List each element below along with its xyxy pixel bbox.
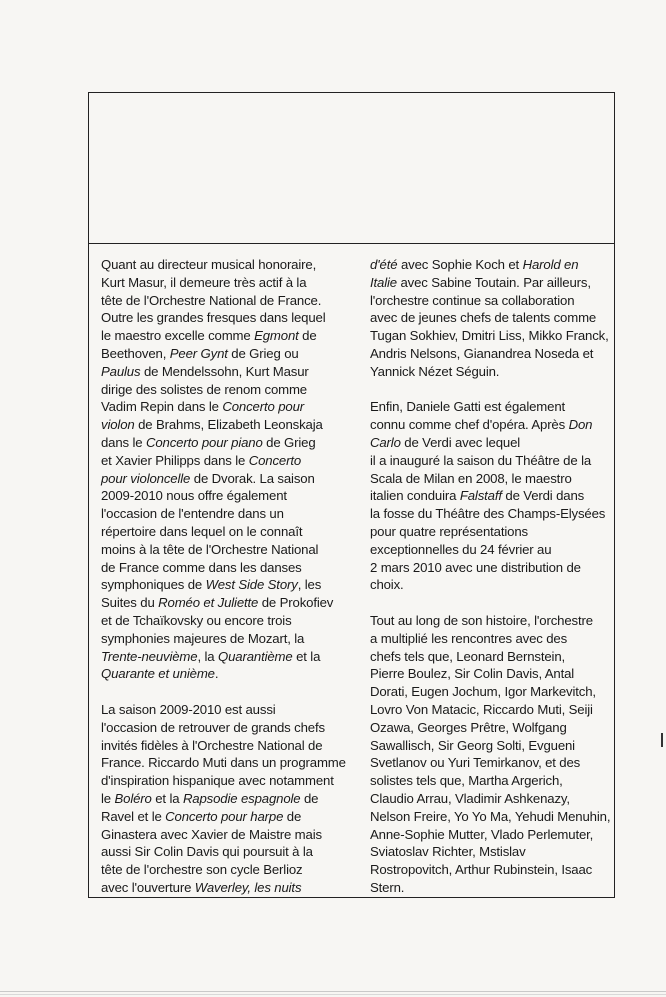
italic-title: Paulus	[101, 363, 141, 379]
text-line	[370, 541, 614, 559]
text-run: Suites du	[101, 595, 159, 611]
paragraph-young-conductors	[370, 256, 614, 381]
text-run: il a inauguré la saison du Théâtre de la	[370, 452, 592, 468]
text-run: symphoniques de	[101, 577, 206, 593]
text-line	[101, 808, 347, 826]
text-run: Scala de Milan en 2008, le maestro	[370, 470, 572, 486]
text-run: et la	[292, 648, 321, 664]
text-line	[370, 398, 614, 416]
text-run: et de Tchaïkovsky ou encore trois	[101, 612, 292, 628]
text-run: 2 mars 2010 avec une distribution de	[370, 559, 581, 575]
text-line	[370, 630, 614, 648]
italic-title: Carlo	[370, 434, 401, 450]
text-run: Ozawa, Georges Prêtre, Wolfgang	[370, 719, 567, 735]
text-line	[101, 790, 347, 808]
text-line	[101, 772, 347, 790]
text-run: .	[214, 666, 219, 682]
text-line	[101, 292, 347, 310]
text-line	[101, 665, 347, 683]
text-run: Ginastera avec Xavier de Maistre mais	[101, 826, 322, 842]
text-run: tête de l'orchestre son cycle Berlioz	[101, 862, 303, 878]
text-line	[101, 381, 347, 399]
text-run: , la	[197, 648, 218, 664]
italic-title: Quarantième	[217, 648, 293, 664]
text-line	[370, 790, 614, 808]
text-line	[101, 505, 347, 523]
text-line	[101, 487, 347, 505]
margin-mark	[661, 733, 663, 747]
text-run: italien conduira	[370, 488, 460, 504]
text-run: France. Riccardo Muti dans un programme	[101, 755, 346, 771]
text-run: de Mendelssohn, Kurt Masur	[140, 363, 309, 379]
text-line	[101, 345, 347, 363]
text-run: connu comme chef d'opéra. Après	[370, 417, 569, 433]
text-run: Andris Nelsons, Gianandrea Noseda et	[370, 345, 594, 361]
text-run: de	[298, 328, 317, 344]
text-run: Sviatoslav Richter, Mstislav	[370, 844, 526, 860]
right-column	[370, 256, 614, 897]
text-run: de Brahms, Elizabeth Leonskaja	[134, 417, 323, 433]
empty-header-box	[89, 93, 614, 244]
text-line	[101, 648, 347, 666]
text-line	[370, 808, 614, 826]
text-run: Rostropovitch, Arthur Rubinstein, Isaac	[370, 862, 593, 878]
italic-title: Waverley, les nuits	[194, 879, 302, 895]
text-run: l'occasion de l'entendre dans un	[101, 506, 284, 522]
text-line	[101, 879, 347, 897]
text-run: Ravel et le	[101, 808, 166, 824]
text-line	[370, 363, 614, 381]
text-line	[370, 843, 614, 861]
text-run: de	[283, 808, 302, 824]
text-line	[101, 843, 347, 861]
text-line	[101, 594, 347, 612]
text-line	[101, 576, 347, 594]
text-run: choix.	[370, 577, 404, 593]
text-run: aussi Sir Colin Davis qui poursuit à la	[101, 844, 313, 860]
text-line	[370, 737, 614, 755]
text-run: de Verdi dans	[501, 488, 585, 504]
text-run: Enfin, Daniele Gatti est également	[370, 399, 566, 415]
text-run: Tugan Sokhiev, Dmitri Liss, Mikko Franck,	[370, 328, 609, 344]
italic-title: Trente-neuvième	[101, 648, 198, 664]
text-run: solistes tels que, Martha Argerich,	[370, 773, 563, 789]
paragraph-guest-conductors	[101, 701, 347, 897]
text-run: avec de jeunes chefs de talents comme	[370, 310, 597, 326]
text-run: Outre les grandes fresques dans lequel	[101, 310, 326, 326]
text-line	[101, 309, 347, 327]
text-line	[370, 345, 614, 363]
text-run: La saison 2009-2010 est aussi	[101, 701, 276, 717]
italic-title: Concerto pour piano	[146, 434, 263, 450]
text-run: Svetlanov ou Yuri Temirkanov, et des	[370, 755, 581, 771]
text-line	[101, 719, 347, 737]
text-line	[370, 612, 614, 630]
text-line	[370, 879, 614, 897]
paragraph-daniele-gatti	[370, 398, 614, 594]
italic-title: violon	[101, 417, 135, 433]
text-line	[370, 772, 614, 790]
text-run: moins à la tête de l'Orchestre National	[101, 541, 319, 557]
text-line	[101, 434, 347, 452]
text-run: l'orchestre continue sa collaboration	[370, 292, 575, 308]
text-line	[370, 487, 614, 505]
text-line	[101, 754, 347, 772]
italic-title: Quarante et unième	[101, 666, 215, 682]
paragraph-orchestra-history	[370, 612, 614, 897]
text-line	[370, 470, 614, 488]
text-run: Lovro Von Matacic, Riccardo Muti, Seiji	[370, 701, 593, 717]
italic-title: pour violoncelle	[101, 470, 191, 486]
text-line	[101, 398, 347, 416]
text-run: de Verdi avec lequel	[400, 434, 521, 450]
text-line	[370, 274, 614, 292]
text-line	[101, 737, 347, 755]
italic-title: Egmont	[254, 328, 299, 344]
text-run: avec Sabine Toutain. Par ailleurs,	[396, 274, 591, 290]
bottom-edge-line-2	[0, 994, 666, 995]
text-run: la fosse du Théâtre des Champs-Elysées	[370, 506, 606, 522]
text-run: répertoire dans lequel on le connaît	[101, 523, 303, 539]
italic-title: Italie	[370, 274, 397, 290]
left-column	[101, 256, 347, 897]
text-run: Pierre Boulez, Sir Colin Davis, Antal	[370, 666, 575, 682]
text-line	[370, 861, 614, 879]
text-line	[101, 523, 347, 541]
text-line	[370, 309, 614, 327]
text-run: Sawallisch, Sir Georg Solti, Evgueni	[370, 737, 575, 753]
text-run: et Xavier Philipps dans le	[101, 452, 249, 468]
text-run: Tout au long de son histoire, l'orchestre	[370, 612, 593, 628]
italic-title: Roméo et Juliette	[158, 595, 259, 611]
italic-title: Concerto	[248, 452, 302, 468]
text-line	[101, 416, 347, 434]
text-line	[370, 434, 614, 452]
page-frame	[88, 92, 615, 898]
text-run: chefs tels que, Leonard Bernstein,	[370, 648, 566, 664]
text-line	[370, 576, 614, 594]
text-line	[370, 826, 614, 844]
text-run: Yannick Nézet Séguin.	[370, 363, 500, 379]
text-line	[101, 701, 347, 719]
paragraph-kurt-masur	[101, 256, 347, 683]
text-line	[101, 541, 347, 559]
text-run: de Dvorak. La saison	[190, 470, 315, 486]
text-line	[370, 505, 614, 523]
text-run: de France comme dans les danses	[101, 559, 302, 575]
text-line	[370, 523, 614, 541]
text-line	[101, 630, 347, 648]
text-line	[101, 327, 347, 345]
text-line	[370, 292, 614, 310]
text-line	[370, 452, 614, 470]
text-line	[370, 754, 614, 772]
italic-title: d'été	[370, 257, 398, 272]
text-run: Beethoven,	[101, 345, 170, 361]
text-run: tête de l'Orchestre National de France.	[101, 292, 322, 308]
text-line	[101, 612, 347, 630]
text-line	[370, 559, 614, 577]
text-line	[101, 274, 347, 292]
text-run: de Grieg ou	[227, 345, 299, 361]
text-run: , les	[297, 577, 322, 593]
italic-title: Rapsodie espagnole	[182, 790, 301, 806]
text-run: Dorati, Eugen Jochum, Igor Markevitch,	[370, 684, 596, 700]
text-run: le maestro excelle comme	[101, 328, 255, 344]
text-run: Quant au directeur musical honoraire,	[101, 257, 317, 272]
text-run: invités fidèles à l'Orchestre National de	[101, 737, 323, 753]
text-run: 2009-2010 nous offre également	[101, 488, 287, 504]
text-run: l'occasion de retrouver de grands chefs	[101, 719, 325, 735]
text-run: le	[101, 790, 115, 806]
text-run: Kurt Masur, il demeure très actif à la	[101, 274, 307, 290]
text-run: Nelson Freire, Yo Yo Ma, Yehudi Menuhin,	[370, 808, 611, 824]
text-run: dirige des solistes de renom comme	[101, 381, 307, 397]
text-run: Stern.	[370, 879, 405, 895]
text-line	[101, 452, 347, 470]
text-line	[370, 701, 614, 719]
text-run: de Prokofiev	[258, 595, 334, 611]
text-line	[101, 256, 347, 274]
text-line	[101, 861, 347, 879]
italic-title: Don	[568, 417, 593, 433]
text-line	[370, 256, 614, 274]
text-line	[370, 648, 614, 666]
italic-title: West Side Story	[205, 577, 298, 593]
text-line	[370, 665, 614, 683]
text-line	[101, 559, 347, 577]
text-line	[370, 719, 614, 737]
text-line	[101, 470, 347, 488]
italic-title: Falstaff	[459, 488, 502, 504]
text-run: Anne-Sophie Mutter, Vlado Perlemuter,	[370, 826, 594, 842]
italic-title: Concerto pour harpe	[165, 808, 284, 824]
text-run: et la	[151, 790, 183, 806]
text-line	[370, 683, 614, 701]
italic-title: Harold en	[522, 257, 579, 272]
text-run: Vadim Repin dans le	[101, 399, 223, 415]
text-run: Claudio Arrau, Vladimir Ashkenazy,	[370, 790, 570, 806]
text-run: dans le	[101, 434, 146, 450]
italic-title: Boléro	[114, 790, 152, 806]
text-run: de	[300, 790, 319, 806]
text-run: exceptionnelles du 24 février au	[370, 541, 552, 557]
text-run: a multiplié les rencontres avec des	[370, 630, 568, 646]
text-run: symphonies majeures de Mozart, la	[101, 630, 305, 646]
italic-title: Concerto pour	[222, 399, 304, 415]
italic-title: Peer Gynt	[169, 345, 228, 361]
text-run: pour quatre représentations	[370, 523, 528, 539]
text-line	[101, 363, 347, 381]
text-run: d'inspiration hispanique avec notamment	[101, 773, 334, 789]
text-line	[370, 416, 614, 434]
text-run: de Grieg	[262, 434, 316, 450]
text-run: avec l'ouverture	[101, 879, 195, 895]
text-line	[101, 826, 347, 844]
text-line	[370, 327, 614, 345]
text-run: avec Sophie Koch et	[397, 257, 523, 272]
bottom-edge-line	[0, 991, 666, 992]
